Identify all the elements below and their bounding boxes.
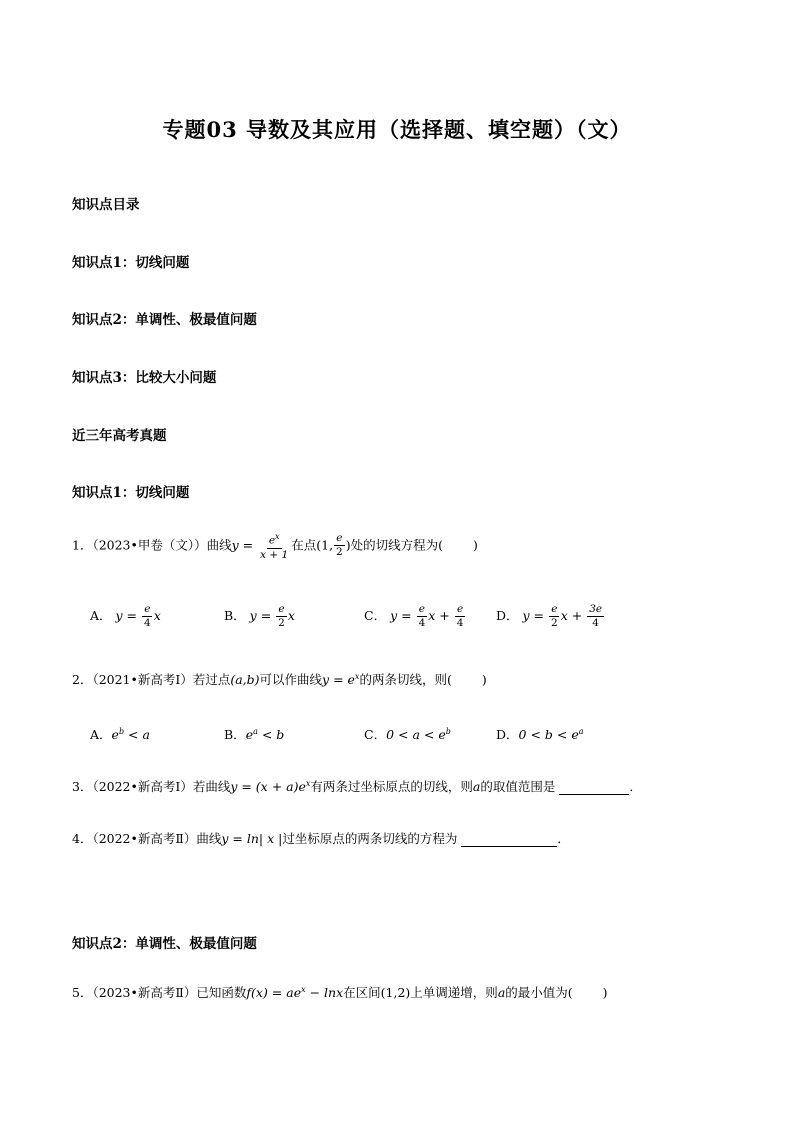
question-4 xyxy=(72,829,570,847)
option-tail: x + xyxy=(428,608,450,623)
option-base: 0 < b < e xyxy=(518,727,579,742)
q5-interval: (1,2) xyxy=(380,985,411,1000)
option-fraction xyxy=(142,603,153,630)
question-3 xyxy=(72,777,642,795)
q5-prefix: 5．（2023•新高考Ⅱ）已知函数 xyxy=(72,985,247,1000)
q1-suffix: 处的切线方程为( xyxy=(350,537,444,553)
q5-func: f(x) = ae xyxy=(246,985,302,1000)
q1-option-c xyxy=(364,603,466,630)
q2-curve-sup: x xyxy=(354,671,360,681)
q1-mid: 在点 xyxy=(291,537,317,553)
option-base: 0 < a < e xyxy=(386,727,446,742)
q1-frac-sup: x xyxy=(275,532,280,541)
option-fraction xyxy=(549,603,560,630)
q3-prefix: 3．（2022•新高考Ⅰ）若曲线 xyxy=(72,779,231,794)
toc-heading: 知识点目录 xyxy=(72,197,140,213)
q2-mid: 可以作曲线 xyxy=(259,672,323,687)
q3-suffix: 的取值范围是 xyxy=(480,779,556,794)
option-den-2: 4 xyxy=(592,617,599,629)
option-sup: a xyxy=(253,726,258,736)
option-tail: x + xyxy=(560,608,583,623)
q3-curve-sup: x xyxy=(305,778,311,788)
option-lhs: y = xyxy=(115,608,138,623)
q4-prefix: 4．（2022•新高考Ⅱ）曲线 xyxy=(72,831,222,846)
option-fraction-2 xyxy=(587,603,604,630)
q1-pt-close: ) xyxy=(345,537,351,553)
page-title: 专题03 导数及其应用（选择题、填空题）（文） xyxy=(162,117,632,142)
q1-frac-den: x + 1 xyxy=(260,548,289,561)
q2-option-a xyxy=(90,725,150,743)
option-lhs: y = xyxy=(522,608,545,623)
q1-prefix: 1．（2023•甲卷（文））曲线 xyxy=(72,537,232,553)
option-num-2: 3e xyxy=(589,603,603,615)
option-den: 4 xyxy=(418,617,426,629)
option-base: e xyxy=(245,727,254,742)
q3-var: a xyxy=(472,779,481,794)
q3-curve: y = (x + a)e xyxy=(230,779,306,794)
q5-close: ) xyxy=(602,985,608,1000)
option-label: C． xyxy=(364,608,387,623)
section-heading: 近三年高考真题 xyxy=(72,428,167,444)
option-label: B． xyxy=(224,608,246,623)
q5-mid: 在区间 xyxy=(343,985,381,1000)
q1-pt-num: e xyxy=(336,532,343,545)
option-den: 2 xyxy=(551,617,558,629)
toc-item-1: 知识点1：切线问题 xyxy=(72,255,190,271)
option-den: 4 xyxy=(144,617,151,629)
q5-var: a xyxy=(497,985,506,1000)
question-2 xyxy=(72,670,487,688)
option-label: A． xyxy=(90,608,112,623)
option-sup: b xyxy=(118,726,125,736)
option-base: e xyxy=(111,727,119,742)
option-label: C． xyxy=(364,727,387,742)
kp2-heading: 知识点2：单调性、极最值问题 xyxy=(72,936,257,952)
option-num: e xyxy=(551,603,558,615)
q5-func-rest: − lnx xyxy=(305,985,344,1000)
q2-option-c xyxy=(364,725,451,743)
q4-curve: y = ln| x | xyxy=(221,831,283,846)
option-label: A． xyxy=(90,727,112,742)
q1-point-fraction xyxy=(334,532,345,559)
q2-curve: y = e xyxy=(322,672,355,687)
q1-pt-open: (1, xyxy=(316,537,334,553)
option-fraction-2 xyxy=(455,603,466,630)
option-lhs: y = xyxy=(249,608,272,623)
q5-suffix: 的最小值为( xyxy=(505,985,573,1000)
option-fraction xyxy=(417,603,428,630)
option-sup: b xyxy=(445,726,451,736)
option-den: 2 xyxy=(278,617,285,629)
q2-option-b xyxy=(224,725,284,743)
option-tail: x xyxy=(287,608,295,623)
q1-close: ) xyxy=(473,537,478,553)
q3-answer-blank[interactable] xyxy=(559,780,629,795)
question-5 xyxy=(72,983,608,1001)
q1-option-d xyxy=(496,603,605,630)
q1-option-b xyxy=(224,603,295,630)
q1-pt-den: 2 xyxy=(336,546,343,559)
q5-mid2: 上单调递增，则 xyxy=(410,985,498,1000)
q5-func-sup: x xyxy=(301,984,306,994)
option-tail: x xyxy=(153,608,161,623)
question-1 xyxy=(72,530,478,562)
q3-end: ． xyxy=(629,779,642,794)
option-num: e xyxy=(144,603,151,615)
option-rest: < b xyxy=(257,727,285,742)
q1-frac-num: e xyxy=(268,534,276,547)
toc-item-2: 知识点2：单调性、极最值问题 xyxy=(72,312,257,328)
q4-suffix: 过坐标原点的两条切线的方程为 xyxy=(282,831,458,846)
q2-point: (a,b) xyxy=(230,672,260,687)
q4-end: ． xyxy=(557,831,570,846)
option-num: e xyxy=(278,603,285,615)
option-label: D． xyxy=(496,608,519,623)
option-fraction xyxy=(276,603,287,630)
option-lhs: y = xyxy=(390,608,412,623)
option-den-2: 4 xyxy=(456,617,464,629)
q1-y-eq: y = xyxy=(231,537,254,553)
kp1-heading: 知识点1：切线问题 xyxy=(72,485,190,501)
option-label: B． xyxy=(224,727,246,742)
option-num: e xyxy=(418,603,426,615)
option-label: D． xyxy=(496,727,519,742)
q1-fraction xyxy=(258,530,290,562)
option-rest: < a xyxy=(124,727,150,742)
toc-item-3: 知识点3：比较大小问题 xyxy=(72,370,217,386)
q1-option-a xyxy=(90,603,161,630)
q2-suffix: 的两条切线，则( xyxy=(359,672,452,687)
q2-option-d xyxy=(496,725,584,743)
option-num-2: e xyxy=(456,603,464,615)
option-sup: a xyxy=(578,726,584,736)
q3-mid: 有两条过坐标原点的切线，则 xyxy=(310,779,473,794)
q2-close: ) xyxy=(481,672,487,687)
q4-answer-blank[interactable] xyxy=(461,832,557,847)
q2-prefix: 2．（2021•新高考Ⅰ）若过点 xyxy=(72,672,231,687)
